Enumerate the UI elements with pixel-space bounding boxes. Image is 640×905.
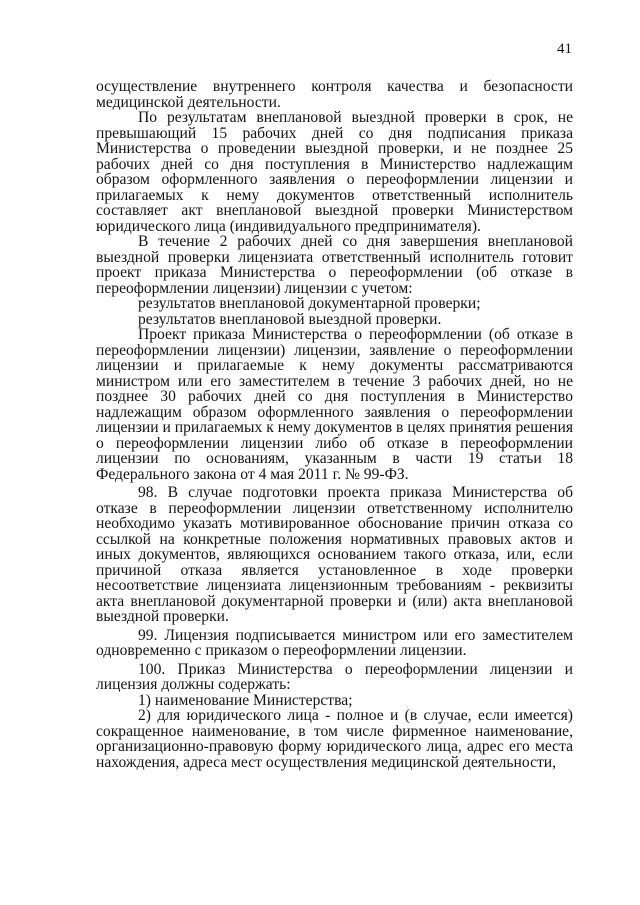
paragraph-98-refusal-grounds: 98. В случае подготовки проекта приказа Министерства об отказе в переоформлении лицензии ответственному исполнителю необходимо указать мотивированное обоснование причин отказа со ссылкой на конкретные положения нормативных правовых актов и иных документов, являющихся основанием такого отказа, или, если причиной отказа является установленное в ходе проверки несоответствие лицензиата лицензионным требованиям - реквизиты акта внеплановой документарной проверки и (или) акта внеплановой выездной проверки. [96,484,573,625]
paragraph-internal-control: осуществление внутреннего контроля качества и безопасности медицинской деятельности. [96,78,573,111]
list-item-legal-entity-details: 2) для юридического лица - полное и (в случае, если имеется) сокращенное наименование, в том числе фирменное наименование, организационно-правовую форму юридического лица, адрес его места нахождения, адреса мест осуществления медицинской деятельности, [96,707,573,771]
paragraph-draft-order-review: Проект приказа Министерства о переоформлении (об отказе в переоформлении лицензии) лицензии, заявление о переоформлении лицензии и прилагаемые к нему документы рассматриваются министром или его заместителем в течение 3 рабочих дней, но не позднее 30 рабочих дней со дня поступления в Министерство надлежащим образом оформленного заявления о переоформлении лицензии и прилагаемых к нему документов в целях принятия решения о переоформлении лицензии либо об отказе в переоформлении лицензии по основаниям, указанным в части 19 статьи 18 Федерального закона от 4 мая 2011 г. № 99-ФЗ. [96,326,573,483]
paragraph-field-check-results: результатов внеплановой выездной проверки. [138,310,442,328]
paragraph-draft-order-preparation: В течение 2 рабочих дней со дня завершения внеплановой выездной проверки лицензиата ответственный исполнитель готовит проект приказа Министерства о переоформлении (об отказе в переоформлении лицензии) лицензии с учетом: [96,233,573,297]
paragraph-documentary-check-results: результатов внеплановой документарной проверки; [138,295,481,312]
paragraph-100-required-contents: 100. Приказ Министерства о переоформлении лицензии и лицензия должны содержать: [96,660,573,693]
paragraph-inspection-results: По результатам внеплановой выездной проверки в срок, не превышающий 15 рабочих дней со дня подписания приказа Министерства о проведении выездной проверки, и не позднее 25 рабочих дней со дня поступления в Министерство надлежащим образом оформленного заявления о переоформлении лицензии и прилагаемых к нему документов ответственный исполнитель составляет акт внеплановой выездной проверки Министерством юридического лица (индивидуального предпринимателя). [96,109,573,235]
paragraph-99-license-signing: 99. Лицензия подписывается министром или его заместителем одновременно с приказом о переоформлении лицензии. [96,626,573,659]
page-number: 41 [557,41,572,57]
document-body [96,79,573,770]
list-item-ministry-name: 1) наименование Министерства; [138,691,353,709]
